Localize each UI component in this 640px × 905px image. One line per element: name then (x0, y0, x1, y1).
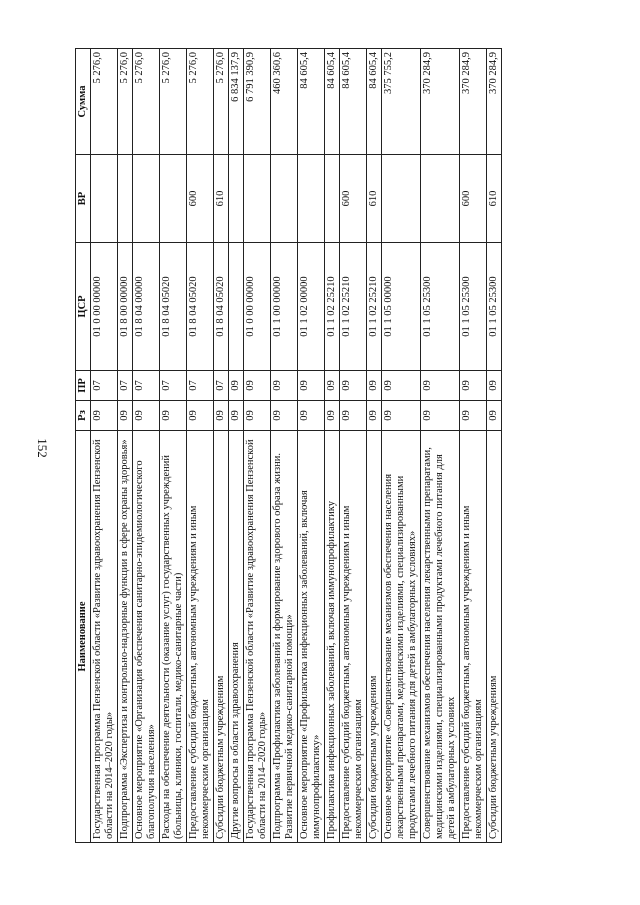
cell-pr: 09 (421, 371, 460, 401)
cell-rz: 09 (118, 401, 133, 431)
cell-pr: 07 (118, 371, 133, 401)
cell-name: Основное мероприятие «Профилактика инфекционных заболеваний, включая иммунопрофилактику» (298, 431, 325, 843)
cell-name: Субсидии бюджетным учреждениям (487, 431, 502, 843)
cell-csr: 01 8 04 05020 (214, 243, 229, 371)
cell-sum: 84 605,4 (298, 49, 325, 155)
cell-rz: 09 (244, 401, 271, 431)
cell-rz: 09 (487, 401, 502, 431)
cell-name: Подпрограмма «Экспертиза и контрольно-надзорные функции в сфере охраны здоровья» (118, 431, 133, 843)
cell-pr: 07 (91, 371, 118, 401)
cell-csr: 01 1 02 00000 (298, 243, 325, 371)
header-pr: ПР (76, 371, 91, 401)
cell-rz: 09 (460, 401, 487, 431)
cell-pr: 09 (298, 371, 325, 401)
page-number: 152 (34, 438, 50, 458)
table-row (367, 49, 382, 843)
header-csr: ЦСР (76, 243, 91, 371)
table-row (340, 49, 367, 843)
cell-pr: 07 (214, 371, 229, 401)
cell-vr (244, 155, 271, 243)
table-row (325, 49, 340, 843)
cell-vr (160, 155, 187, 243)
cell-vr: 610 (487, 155, 502, 243)
cell-rz: 09 (340, 401, 367, 431)
cell-sum: 6 834 137,9 (229, 49, 244, 155)
header-name: Наименование (76, 431, 91, 843)
table-row (382, 49, 421, 843)
cell-sum: 5 276,0 (91, 49, 118, 155)
cell-pr: 09 (340, 371, 367, 401)
cell-pr: 09 (244, 371, 271, 401)
cell-name: Подпрограмма «Профилактика заболеваний и формирование здорового образа жизни. Развитие первичной медико-санитарной помощи» (271, 431, 298, 843)
cell-sum: 5 276,0 (214, 49, 229, 155)
cell-sum: 5 276,0 (133, 49, 160, 155)
cell-pr: 07 (160, 371, 187, 401)
budget-table (75, 48, 502, 843)
cell-name: Государственная программа Пензенской области «Развитие здравоохранения Пензенской области на 2014–2020 годы» (91, 431, 118, 843)
cell-csr (229, 243, 244, 371)
cell-pr: 09 (460, 371, 487, 401)
cell-csr: 01 1 05 25300 (460, 243, 487, 371)
table-row (229, 49, 244, 843)
cell-csr: 01 8 00 00000 (118, 243, 133, 371)
cell-pr: 09 (487, 371, 502, 401)
cell-csr: 01 0 00 00000 (244, 243, 271, 371)
cell-name: Государственная программа Пензенской области «Развитие здравоохранения Пензенской области на 2014–2020 годы» (244, 431, 271, 843)
cell-rz: 09 (160, 401, 187, 431)
cell-sum: 370 284,9 (460, 49, 487, 155)
cell-rz: 09 (91, 401, 118, 431)
cell-name: Субсидии бюджетным учреждениям (214, 431, 229, 843)
cell-vr (118, 155, 133, 243)
cell-pr: 09 (271, 371, 298, 401)
cell-sum: 370 284,9 (487, 49, 502, 155)
cell-vr (421, 155, 460, 243)
cell-pr: 09 (382, 371, 421, 401)
cell-sum: 375 755,2 (382, 49, 421, 155)
cell-pr: 09 (367, 371, 382, 401)
cell-name: Предоставление субсидий бюджетным, автономным учреждениям и иным некоммерческим организациям (340, 431, 367, 843)
cell-vr (229, 155, 244, 243)
header-vr: ВР (76, 155, 91, 243)
cell-csr: 01 1 00 00000 (271, 243, 298, 371)
cell-sum: 5 276,0 (187, 49, 214, 155)
cell-sum: 370 284,9 (421, 49, 460, 155)
cell-csr: 01 1 02 25210 (325, 243, 340, 371)
cell-vr (133, 155, 160, 243)
cell-name: Предоставление субсидий бюджетным, автономным учреждениям и иным некоммерческим организациям (460, 431, 487, 843)
cell-csr: 01 8 04 05020 (187, 243, 214, 371)
cell-rz: 09 (271, 401, 298, 431)
cell-sum: 5 276,0 (118, 49, 133, 155)
table-row (271, 49, 298, 843)
cell-vr: 610 (214, 155, 229, 243)
cell-pr: 07 (133, 371, 160, 401)
cell-csr: 01 1 02 25210 (367, 243, 382, 371)
cell-vr: 610 (367, 155, 382, 243)
cell-name: Субсидии бюджетным учреждениям (367, 431, 382, 843)
cell-vr: 600 (340, 155, 367, 243)
cell-pr: 09 (229, 371, 244, 401)
cell-name: Профилактика инфекционных заболеваний, включая иммунопрофилактику (325, 431, 340, 843)
cell-rz: 09 (367, 401, 382, 431)
table-row (244, 49, 271, 843)
cell-csr: 01 8 04 05020 (160, 243, 187, 371)
cell-name: Основное мероприятие «Организация обеспечения санитарно-эпидемиологического благополучия населения» (133, 431, 160, 843)
cell-pr: 07 (187, 371, 214, 401)
cell-sum: 84 605,4 (325, 49, 340, 155)
cell-vr (271, 155, 298, 243)
cell-name: Другие вопросы в области здравоохранения (229, 431, 244, 843)
table-row (460, 49, 487, 843)
table-row (487, 49, 502, 843)
cell-name: Предоставление субсидий бюджетным, автономным учреждениям и иным некоммерческим организациям (187, 431, 214, 843)
cell-rz: 09 (382, 401, 421, 431)
cell-sum: 6 791 390,9 (244, 49, 271, 155)
table-row (187, 49, 214, 843)
table-row (118, 49, 133, 843)
rotated-table-container (75, 49, 576, 843)
cell-rz: 09 (229, 401, 244, 431)
table-row (160, 49, 187, 843)
cell-csr: 01 1 05 00000 (382, 243, 421, 371)
table-row (133, 49, 160, 843)
cell-csr: 01 1 05 25300 (487, 243, 502, 371)
cell-rz: 09 (298, 401, 325, 431)
cell-sum: 5 276,0 (160, 49, 187, 155)
cell-csr: 01 1 02 25210 (340, 243, 367, 371)
cell-vr (325, 155, 340, 243)
cell-vr: 600 (460, 155, 487, 243)
table-row (421, 49, 460, 843)
header-sum: Сумма (76, 49, 91, 155)
table-row (214, 49, 229, 843)
cell-name: Основное мероприятие «Совершенствование механизмов обеспечения населения лекарственными препаратами, медицинскими изделиями, специализированными продуктами лечебного питания для детей в амбулаторных условиях» (382, 431, 421, 843)
header-rz: Рз (76, 401, 91, 431)
table-row (298, 49, 325, 843)
cell-rz: 09 (187, 401, 214, 431)
cell-sum: 460 360,6 (271, 49, 298, 155)
cell-rz: 09 (325, 401, 340, 431)
cell-pr: 09 (325, 371, 340, 401)
cell-vr (91, 155, 118, 243)
cell-vr: 600 (187, 155, 214, 243)
cell-sum: 84 605,4 (367, 49, 382, 155)
cell-sum: 84 605,4 (340, 49, 367, 155)
cell-name: Расходы на обеспечение деятельности (оказание услуг) государственных учреждений (больницы, клиники, госпитали, медико-санитарные части) (160, 431, 187, 843)
cell-rz: 09 (421, 401, 460, 431)
cell-rz: 09 (214, 401, 229, 431)
cell-csr: 01 8 04 00000 (133, 243, 160, 371)
table-header-row (76, 49, 91, 843)
cell-vr (382, 155, 421, 243)
cell-name: Совершенствование механизмов обеспечения населения лекарственными препаратами, медицинскими изделиями, специализированными продуктами лечебного питания для детей в амбулаторных условиях (421, 431, 460, 843)
cell-csr: 01 1 05 25300 (421, 243, 460, 371)
cell-csr: 01 0 00 00000 (91, 243, 118, 371)
cell-rz: 09 (133, 401, 160, 431)
cell-vr (298, 155, 325, 243)
table-row (91, 49, 118, 843)
